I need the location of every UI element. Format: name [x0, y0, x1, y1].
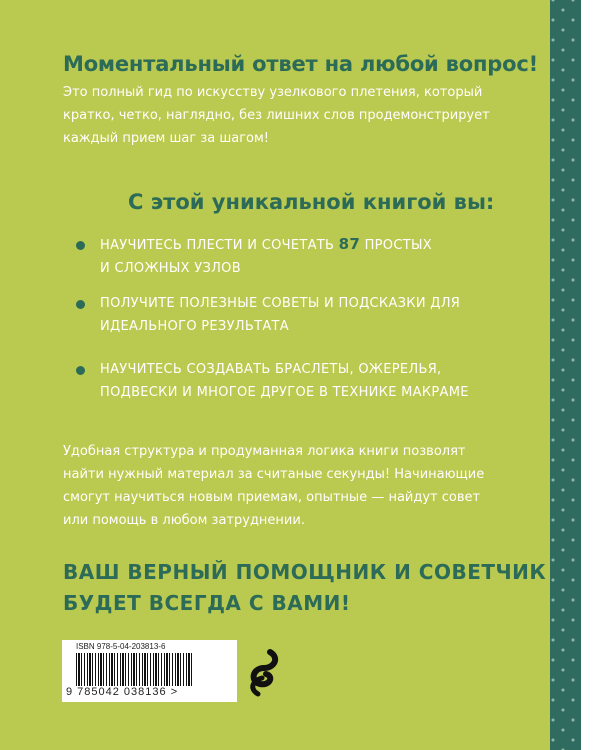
isbn-text: ISBN 978-5-04-203813-6 — [76, 642, 166, 651]
bullet-dot-icon — [76, 300, 85, 309]
closing-slogan — [63, 557, 546, 619]
bullet-text: И СЛОЖНЫХ УЗЛОВ — [100, 261, 241, 276]
slogan-line: БУДЕТ ВСЕГДА С ВАМИ! — [63, 591, 351, 615]
barcode-bars — [76, 653, 192, 686]
bullet-dot-icon — [76, 366, 85, 375]
headline: Моментальный ответ на любой вопрос! — [63, 52, 538, 76]
barcode-digits: 9 785042 038136 > — [66, 686, 179, 698]
bullet-text: ПОДВЕСКИ И МНОГОЕ ДРУГОЕ В ТЕХНИКЕ МАКРАМЕ — [100, 385, 469, 400]
isbn-barcode — [62, 640, 237, 702]
bullet-text: ПОЛУЧИТЕ ПОЛЕЗНЫЕ СОВЕТЫ И ПОДСКАЗКИ ДЛЯ — [100, 296, 461, 311]
bullet-item — [76, 233, 432, 280]
dotted-spine-strip — [550, 0, 581, 750]
bullet-item — [76, 358, 469, 404]
slogan-line: ВАШ ВЕРНЫЙ ПОМОЩНИК И СОВЕТЧИК — [63, 560, 547, 584]
bullet-text: ИДЕАЛЬНОГО РЕЗУЛЬТАТА — [100, 319, 289, 334]
bullet-dot-icon — [76, 241, 85, 250]
knot-count: 87 — [338, 235, 361, 253]
intro-paragraph — [63, 81, 490, 150]
bullet-text: НАУЧИТЕСЬ СОЗДАВАТЬ БРАСЛЕТЫ, ОЖЕРЕЛЬЯ, — [100, 362, 442, 377]
body-line: или помощь в любом затруднении. — [63, 513, 305, 528]
body-line: смогут научиться новым приемам, опытные — найдут совет — [63, 490, 481, 505]
bullet-text: ПРОСТЫХ — [360, 238, 432, 253]
intro-line: кратко, четко, наглядно, без лишних слов продемонстрирует — [63, 108, 490, 123]
bullet-item — [76, 292, 460, 338]
intro-line: каждый прием шаг за шагом! — [63, 131, 270, 146]
body-line: найти нужный материал за считаные секунды! Начинающие — [63, 467, 485, 482]
intro-line: Это полный гид по искусству узелкового плетения, который — [63, 85, 483, 100]
body-paragraph — [63, 440, 484, 532]
publisher-logo-icon — [244, 648, 284, 698]
bullet-text: НАУЧИТЕСЬ ПЛЕСТИ И СОЧЕТАТЬ — [100, 238, 339, 253]
body-line: Удобная структура и продуманная логика книги позволят — [63, 444, 466, 459]
subheading: С этой уникальной книгой вы: — [128, 190, 495, 214]
